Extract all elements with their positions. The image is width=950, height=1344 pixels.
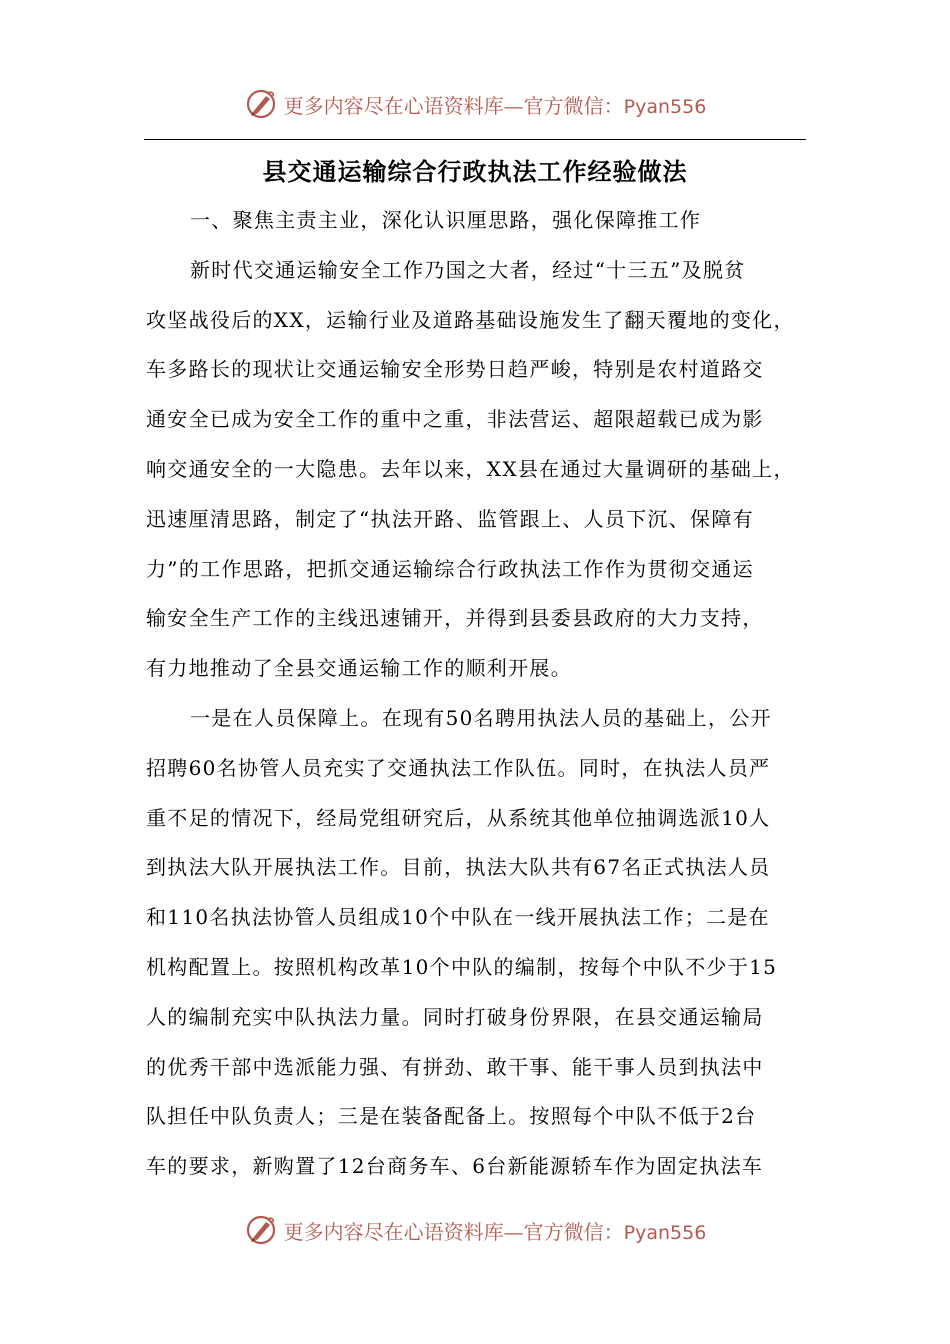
paragraph-line: 到执法大队开展执法工作。目前，执法大队共有67名正式执法人员 (146, 855, 771, 880)
watermark-text-cn: 更多内容尽在心语资料库—官方微信： (283, 93, 624, 118)
paragraph-line: 人的编制充实中队执法力量。同时打破身份界限，在县交通运输局 (146, 1004, 764, 1029)
document-title: 县交通运输综合行政执法工作经验做法 (262, 157, 688, 186)
watermark-wechat-id: Pyan556 (623, 1221, 707, 1244)
paragraph-line: 输安全生产工作的主线迅速铺开，并得到县委县政府的大力支持， (146, 606, 764, 631)
paragraph-line: 车的要求，新购置了12台商务车、6台新能源轿车作为固定执法车 (146, 1154, 764, 1179)
section-heading: 一、聚焦主责主业，深化认识厘思路，强化保障推工作 (190, 208, 702, 232)
header-rule (144, 139, 806, 140)
paragraph-line: 重不足的情况下，经局党组研究后，从系统其他单位抽调选派10人 (146, 805, 771, 830)
paragraph-line: 迅速厘清思路，制定了“执法开路、监管跟上、人员下沉、保障有 (146, 506, 754, 531)
paragraph-line: 响交通安全的一大隐患。去年以来，XX县在通过大量调研的基础上， (146, 456, 795, 481)
paragraph-line: 力”的工作思路，把抓交通运输综合行政执法工作作为贯彻交通运 (146, 556, 754, 581)
watermark-wechat-id: Pyan556 (623, 95, 707, 118)
paragraph-line: 攻坚战役后的XX，运输行业及道路基础设施发生了翻天覆地的变化， (146, 307, 795, 332)
paragraph-line: 的优秀干部中选派能力强、有拼劲、敢干事、能干事人员到执法中 (146, 1054, 764, 1079)
watermark-text (284, 90, 707, 119)
pen-circle-logo-icon (244, 87, 278, 121)
paragraph-line: 有力地推动了全县交通运输工作的顺利开展。 (146, 656, 572, 681)
pen-circle-logo-icon (244, 1213, 278, 1247)
paragraph-line: 和110名执法协管人员组成10个中队在一线开展执法工作；二是在 (146, 905, 770, 930)
watermark-text-cn: 更多内容尽在心语资料库—官方微信： (283, 1219, 624, 1244)
paragraph-line: 队担任中队负责人；三是在装备配备上。按照每个中队不低于2台 (146, 1104, 757, 1129)
paragraph-line: 通安全已成为安全工作的重中之重，非法营运、超限超载已成为影 (146, 407, 764, 432)
paragraph-line: 招聘60名协管人员充实了交通执法工作队伍。同时，在执法人员严 (146, 755, 771, 780)
paragraph-line: 新时代交通运输安全工作乃国之大者，经过“十三五”及脱贫 (190, 257, 746, 282)
watermark-banner-top (0, 84, 950, 124)
watermark-text (284, 1216, 707, 1245)
document-body (146, 196, 806, 1192)
paragraph-line: 一是在人员保障上。在现有50名聘用执法人员的基础上，公开 (190, 705, 772, 730)
paragraph-line: 机构配置上。按照机构改革10个中队的编制，按每个中队不少于15 (146, 954, 778, 979)
watermark-banner-bottom (0, 1210, 950, 1250)
paragraph-line: 车多路长的现状让交通运输安全形势日趋严峻，特别是农村道路交 (146, 357, 764, 382)
